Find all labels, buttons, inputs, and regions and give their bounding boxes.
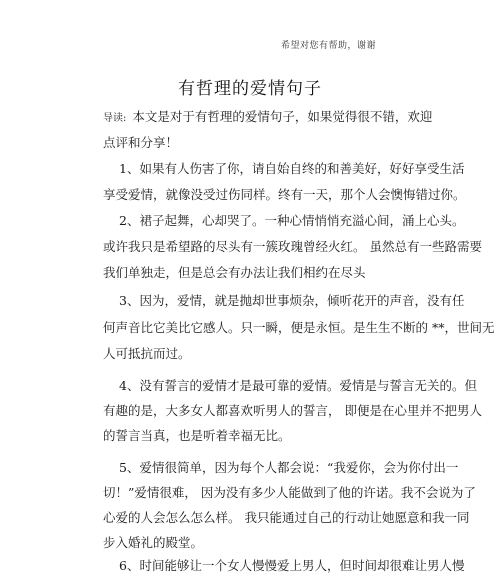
- intro-line: [103, 107, 432, 125]
- paragraph-line: 有趣的是，大多女人都喜欢听男人的誓言， 即便是在心里并不把男人: [103, 403, 482, 418]
- intro-label: 导读:: [103, 113, 127, 124]
- paragraph-line: 或许我只是希望路的尽头有一簇玫瑰曾经火红。 虽然总有一些路需要: [103, 239, 482, 254]
- intro-line-2: 点评和分享！: [103, 135, 179, 150]
- paragraph-line: 5、爱情很简单，因为每个人都会说：“我爱你，会为你付出一: [119, 460, 459, 475]
- paragraph-line: 何声音比它美比它感人。只一瞬，便是永恒。是生生不断的 **，世间无: [103, 320, 495, 335]
- header-note: 希望对您有帮助，谢谢: [280, 41, 376, 51]
- paragraph-line: 切！”爱情很难， 因为没有多少人能做到了他的许诺。我不会说为了: [103, 485, 476, 500]
- paragraph-line: 人可抵抗而过。: [103, 346, 191, 361]
- paragraph-line: 我们单独走，但是总会有办法让我们相约在尽头: [103, 265, 366, 280]
- intro-text: 本文是对于有哲理的爱情句子，如果觉得很不错，欢迎: [132, 109, 433, 124]
- paragraph-line: 3、因为，爱情，就是抛却世事烦杂，倾听花开的声音，没有任: [119, 293, 465, 308]
- paragraph-line: 4、没有誓言的爱情才是最可靠的爱情。爱情是与誓言无关的。但: [119, 378, 477, 393]
- document-title: 有哲理的爱情句子: [178, 79, 322, 99]
- paragraph-line: 心爱的人会怎么怎么样。 我只能通过自己的行动让她愿意和我一同: [103, 510, 470, 525]
- paragraph-line: 1、如果有人伤害了你，请自始自终的和善美好，好好享受生活: [119, 161, 465, 176]
- paragraph-line: 的誓言当真，也是听着幸福无比。: [103, 428, 291, 443]
- paragraph-line: 6、时间能够让一个女人慢慢爱上男人，但时间却很难让男人慢: [119, 558, 465, 573]
- paragraph-line: 享受爱情，就像没受过伤同样。终有一天，那个人会懊悔错过你。: [103, 187, 466, 202]
- paragraph-line: 步入婚礼的殿堂。: [103, 535, 204, 550]
- paragraph-line: 2、裙子起舞，心却哭了。一种心情悄悄充溢心间，涌上心头。: [119, 213, 465, 228]
